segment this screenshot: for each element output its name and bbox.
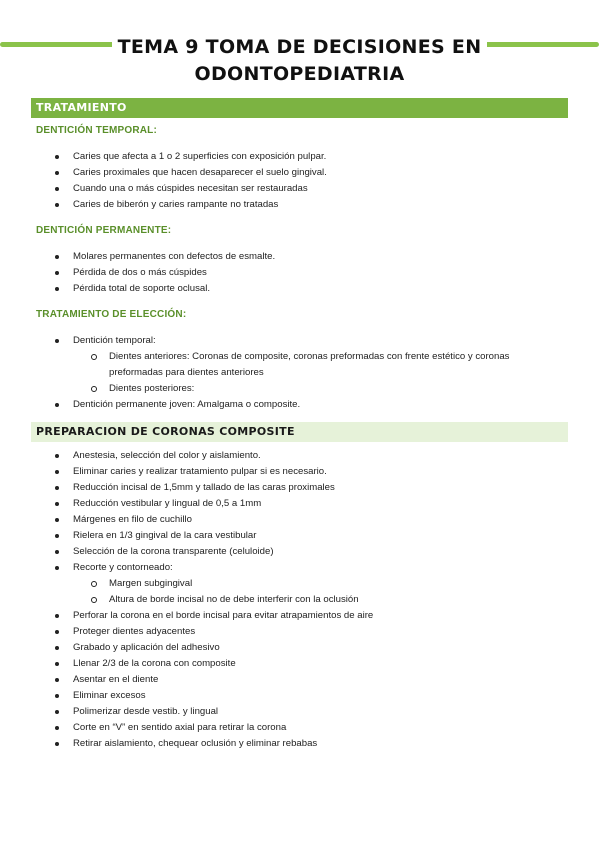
list-item: Molares permanentes con defectos de esmalte. bbox=[0, 249, 599, 265]
list-item: Caries que afecta a 1 o 2 superficies con exposición pulpar. bbox=[0, 149, 599, 165]
page-title-line-2: ODONTOPEDIATRIA bbox=[189, 63, 411, 85]
page-title bbox=[0, 34, 599, 88]
list-item: Dentición temporal: bbox=[0, 333, 599, 349]
list-denticion-permanente bbox=[0, 249, 599, 297]
list-subitem: Dientes anteriores: Coronas de composite, coronas preformadas con frente estético y coronas preformadas para dientes anteriores bbox=[0, 349, 599, 381]
list-item: Grabado y aplicación del adhesivo bbox=[0, 640, 599, 656]
list-item: Reducción incisal de 1,5mm y tallado de las caras proximales bbox=[0, 480, 599, 496]
list-item: Corte en “V” en sentido axial para retirar la corona bbox=[0, 720, 599, 736]
list-subitem: Margen subgingival bbox=[0, 576, 599, 592]
subheading-tratamiento-eleccion: TRATAMIENTO DE ELECCIÓN: bbox=[36, 309, 187, 320]
list-item: Eliminar caries y realizar tratamiento pulpar si es necesario. bbox=[0, 464, 599, 480]
subheading-denticion-permanente: DENTICIÓN PERMANENTE: bbox=[36, 225, 172, 236]
section-heading-preparacion: PREPARACION DE CORONAS COMPOSITE bbox=[31, 422, 568, 442]
list-item: Cuando una o más cúspides necesitan ser restauradas bbox=[0, 181, 599, 197]
list-denticion-temporal bbox=[0, 149, 599, 213]
list-item: Polimerizar desde vestib. y lingual bbox=[0, 704, 599, 720]
list-item: Rielera en 1/3 gingival de la cara vestibular bbox=[0, 528, 599, 544]
list-item: Pérdida total de soporte oclusal. bbox=[0, 281, 599, 297]
list-item: Dentición permanente joven: Amalgama o composite. bbox=[0, 397, 599, 413]
page-title-line-1: TEMA 9 TOMA DE DECISIONES EN bbox=[112, 36, 488, 58]
list-item: Pérdida de dos o más cúspides bbox=[0, 265, 599, 281]
list-item: Llenar 2/3 de la corona con composite bbox=[0, 656, 599, 672]
list-item: Selección de la corona transparente (celuloide) bbox=[0, 544, 599, 560]
list-tratamiento-eleccion bbox=[0, 333, 599, 413]
list-item: Proteger dientes adyacentes bbox=[0, 624, 599, 640]
list-item: Perforar la corona en el borde incisal para evitar atrapamientos de aire bbox=[0, 608, 599, 624]
list-item: Eliminar excesos bbox=[0, 688, 599, 704]
list-item: Reducción vestibular y lingual de 0,5 a 1mm bbox=[0, 496, 599, 512]
list-item: Anestesia, selección del color y aislamiento. bbox=[0, 448, 599, 464]
list-item: Caries de biberón y caries rampante no tratadas bbox=[0, 197, 599, 213]
list-subitem: Dientes posteriores: bbox=[0, 381, 599, 397]
list-subitem: Altura de borde incisal no de debe interferir con la oclusión bbox=[0, 592, 599, 608]
list-item: Caries proximales que hacen desaparecer el suelo gingival. bbox=[0, 165, 599, 181]
list-preparacion-coronas bbox=[0, 448, 599, 752]
list-item: Retirar aislamiento, chequear oclusión y eliminar rebabas bbox=[0, 736, 599, 752]
subheading-denticion-temporal: DENTICIÓN TEMPORAL: bbox=[36, 125, 158, 136]
list-item: Recorte y contorneado: bbox=[0, 560, 599, 576]
list-item: Márgenes en filo de cuchillo bbox=[0, 512, 599, 528]
list-item: Asentar en el diente bbox=[0, 672, 599, 688]
section-heading-tratamiento: TRATAMIENTO bbox=[31, 98, 568, 118]
